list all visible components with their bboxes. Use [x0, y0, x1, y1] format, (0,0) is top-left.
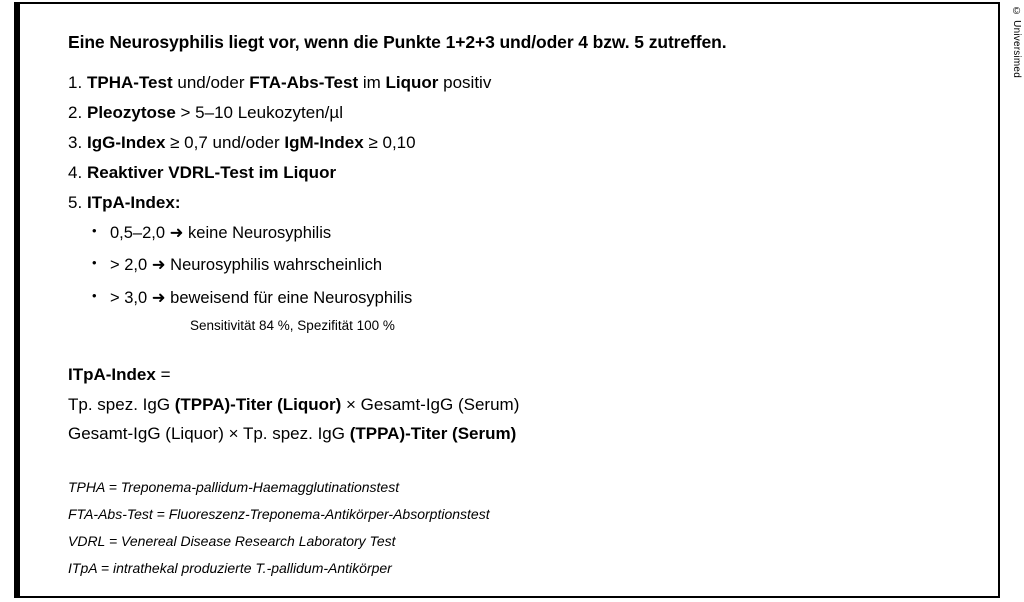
criteria-item-5 [68, 194, 968, 211]
itpa-value-list [68, 225, 968, 307]
criteria-part-1-0: TPHA-Test [87, 72, 173, 92]
formula-numerator-part-2: × Gesamt-IgG (Serum) [341, 395, 520, 415]
figure-box [14, 2, 1000, 598]
criteria-index-3: 3. [68, 132, 83, 152]
criteria-part-2-1: > 5–10 Leukozyten/µl [175, 102, 343, 122]
abbreviation-line-4: ITpA = intrathekal produzierte T.-pallidum-Antikörper [68, 560, 392, 577]
formula-label-bold: ITpA-Index [68, 365, 156, 385]
formula-denominator-part-1: (TPPA)-Titer (Serum) [349, 424, 517, 444]
formula-numerator [68, 396, 968, 413]
criteria-part-3-2: IgM-Index [284, 132, 364, 152]
criteria-part-2-0: Pleozytose [87, 102, 176, 122]
itpa-value-item-1: • 0,5–2,0 ➜ keine Neurosyphilis [68, 225, 968, 242]
criteria-part-1-2: FTA-Abs-Test [249, 72, 359, 92]
sensitivity-note: Sensitivität 84 %, Spezifität 100 % [190, 318, 395, 334]
abbreviation-line-3: VDRL = Venereal Disease Research Laboratory Test [68, 533, 396, 550]
copyright-notice: © Universimed [1011, 6, 1022, 78]
itpa-value-item-3: • > 3,0 ➜ beweisend für eine Neurosyphilis [68, 290, 968, 307]
criteria-index-5: 5. [68, 192, 83, 212]
criteria-index-2: 2. [68, 102, 83, 122]
figure-headline: Eine Neurosyphilis liegt vor, wenn die Punkte 1+2+3 und/oder 4 bzw. 5 zutreffen. [68, 32, 727, 52]
criteria-item-1 [68, 74, 968, 91]
criteria-index-1: 1. [68, 72, 83, 92]
abbreviation-line-2: FTA-Abs-Test = Fluoreszenz-Treponema-Antikörper-Absorptionstest [68, 506, 490, 523]
criteria-part-4-0: Reaktiver VDRL-Test im Liquor [87, 162, 337, 182]
criteria-part-3-1: ≥ 0,7 und/oder [165, 132, 285, 152]
criteria-part-1-4: Liquor [385, 72, 439, 92]
criteria-part-1-3: im [358, 72, 386, 92]
formula-numerator-part-1: (TPPA)-Titer (Liquor) [174, 395, 342, 415]
criteria-item-4 [68, 164, 968, 181]
abbreviation-line-1: TPHA = Treponema-pallidum-Haemagglutinationstest [68, 479, 400, 496]
itpa-value-item-2: • > 2,0 ➜ Neurosyphilis wahrscheinlich [68, 257, 968, 274]
criteria-item-2 [68, 104, 968, 121]
formula-numerator-part-0: Tp. spez. IgG [68, 395, 175, 415]
formula-denominator-part-0: Gesamt-IgG (Liquor) × Tp. spez. IgG [68, 424, 350, 444]
formula-label-rest: = [155, 365, 171, 385]
criteria-list [68, 74, 968, 211]
criteria-index-4: 4. [68, 162, 83, 182]
formula-denominator [68, 425, 968, 442]
formula-label [68, 366, 968, 383]
abbreviation-list [68, 480, 968, 575]
criteria-part-1-5: positiv [438, 72, 492, 92]
criteria-part-3-3: ≥ 0,10 [363, 132, 416, 152]
criteria-part-5-0: ITpA-Index: [87, 192, 181, 212]
itpa-formula [68, 366, 968, 442]
figure-content [68, 32, 968, 588]
criteria-part-3-0: IgG-Index [87, 132, 166, 152]
criteria-item-3 [68, 134, 968, 151]
criteria-part-1-1: und/oder [172, 72, 250, 92]
